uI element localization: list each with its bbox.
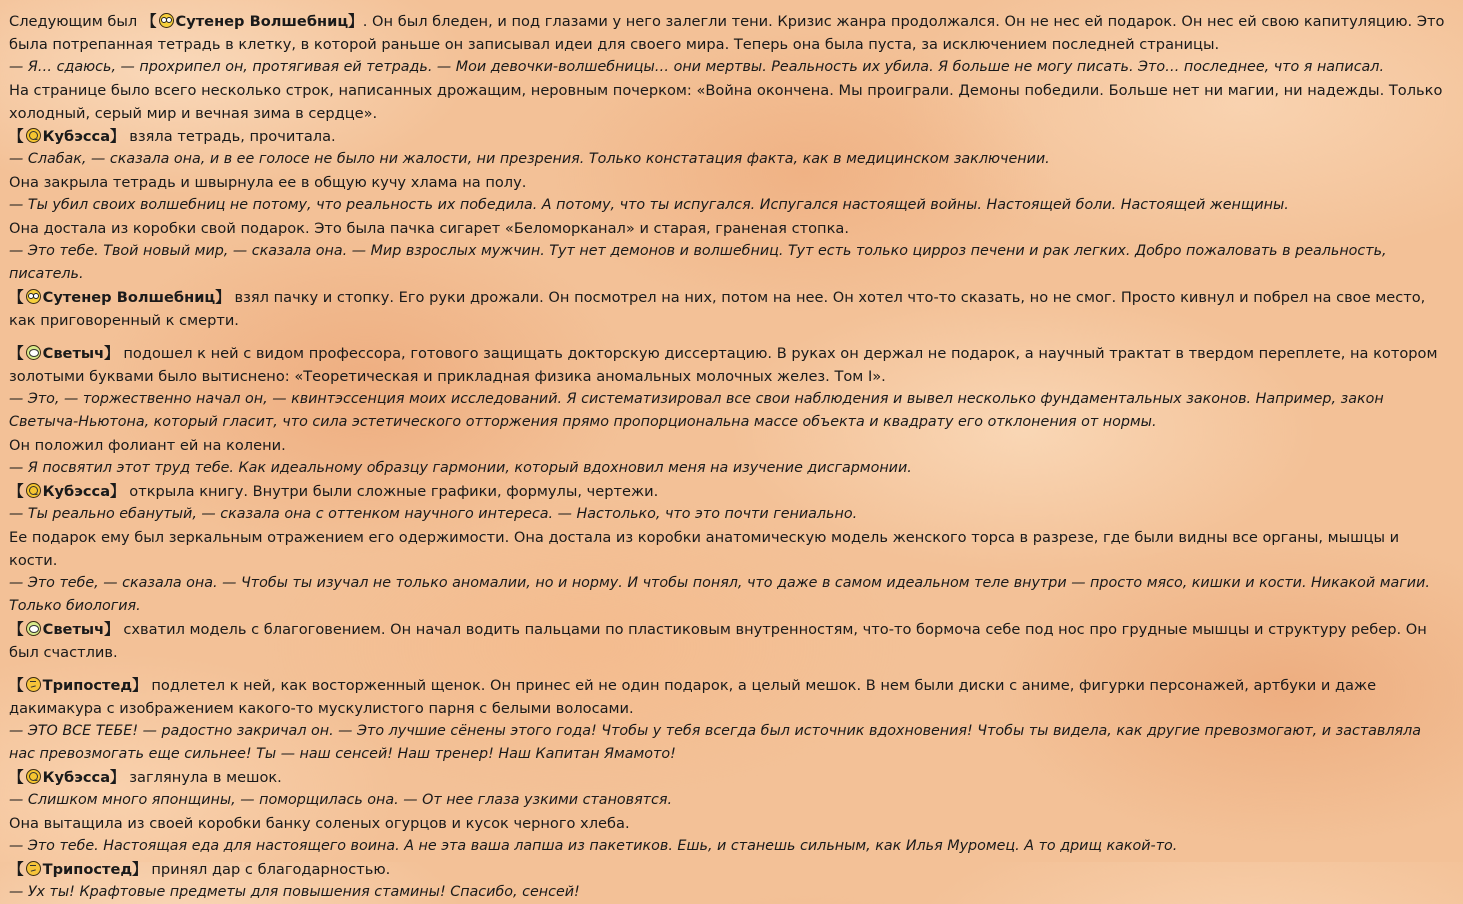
- narration-text: подошел к ней с видом профессора, готового защищать докторскую диссертацию. В руках он держал не подарок, а научный трактат в твердом переплете, на котором золотыми буквами было вытиснено: «Теоретическая и прикладная физика аномальных молочных желез. Том I».: [9, 345, 1438, 385]
- narration-text: принял дар с благодарностью.: [146, 861, 391, 878]
- dialogue-line: — Я… сдаюсь, — прохрипел он, протягивая ей тетрадь. — Мои девочки-волшебницы… они мертвы. Реальность их убила. Я больше не могу писать. Это… последнее, что я написал.: [9, 59, 1384, 75]
- narration-text: подлетел к ней, как восторженный щенок. Он принес ей не один подарок, а целый мешок. В нем были диски с аниме, фигурки персонажей, артбуки и даже дакимакура с изображением какого-то мускулистого парня с белыми волосами.: [9, 677, 1377, 717]
- thinking-face-icon: [26, 861, 41, 876]
- narration-paragraph: [9, 618, 1451, 664]
- narration-paragraph: Она вытащила из своей коробки банку соленых огурцов и кусок черного хлеба.: [9, 815, 630, 832]
- character-tag-trip: 【 Трипостед】: [9, 677, 147, 694]
- narration-paragraph: [9, 480, 1451, 503]
- narration-paragraph: Он положил фолиант ей на колени.: [9, 437, 286, 454]
- narration-paragraph: [9, 125, 1451, 148]
- monocle-face-icon: [26, 483, 41, 498]
- story-text: [9, 10, 1451, 904]
- narration-paragraph: Она достала из коробки свой подарок. Это была пачка сигарет «Беломорканал» и старая, граненая стопка.: [9, 220, 849, 237]
- dialogue-line: — Ты реально ебанутый, — сказала она с оттенком научного интереса. — Настолько, что это почти гениально.: [9, 506, 858, 522]
- dizzy-face-icon: [26, 289, 41, 304]
- dizzy-face-icon: [159, 13, 174, 28]
- character-name: Кубэсса: [42, 483, 111, 500]
- character-name: Кубэсса: [42, 769, 111, 786]
- narration-paragraph: [9, 858, 1451, 881]
- narration-text: Следующим был: [9, 13, 142, 30]
- dialogue-line: — Я посвятил этот труд тебе. Как идеальному образцу гармонии, который вдохновил меня на изучение дисгармонии.: [9, 460, 912, 476]
- narration-text: взяла тетрадь, прочитала.: [124, 128, 336, 145]
- character-tag-kub: 【 Кубэсса】: [9, 483, 125, 500]
- character-tag-svet: 【 Светыч】: [9, 621, 119, 638]
- character-name: Сутенер Волшебниц: [42, 289, 216, 306]
- thinking-face-icon: [26, 677, 41, 692]
- narration-paragraph: Ее подарок ему был зеркальным отражением его одержимости. Она достала из коробки анатомическую модель женского торса в разрезе, где были видны все органы, мышцы и кости.: [9, 529, 1400, 569]
- narration-paragraph: [9, 342, 1451, 388]
- dialogue-line: — Это тебе. Настоящая еда для настоящего воина. А не эта ваша лапша из пакетиков. Ешь, и станешь сильным, как Илья Муромец. А то дрищ какой-то.: [9, 838, 1178, 854]
- narration-text: взял пачку и стопку. Его руки дрожали. Он посмотрел на них, потом на нее. Он хотел что-то сказать, но не смог. Просто кивнул и побрел на свое место, как приговоренный к смерти.: [9, 289, 1426, 329]
- nerd-face-icon: [26, 345, 41, 360]
- narration-text: . Он был бледен, и под глазами у него залегли тени. Кризис жанра продолжался. Он не нес ей подарок. Он нес ей свою капитуляцию. Это была потрепанная тетрадь в клетку, в которой раньше он записывал идеи для своего мира. Теперь она была пуста, за исключением последней страницы.: [9, 13, 1445, 53]
- character-name: Светыч: [42, 621, 105, 638]
- narration-paragraph: [9, 286, 1451, 332]
- dialogue-line: — Ух ты! Крафтовые предметы для повышения стамины! Спасибо, сенсей!: [9, 884, 580, 900]
- nerd-face-icon: [26, 621, 41, 636]
- character-tag-svet: 【 Светыч】: [9, 345, 119, 362]
- dialogue-line: — Слабак, — сказала она, и в ее голосе не было ни жалости, ни презрения. Только констатация факта, как в медицинском заключении.: [9, 151, 1050, 167]
- character-tag-kub: 【 Кубэсса】: [9, 769, 125, 786]
- character-name: Сутенер Волшебниц: [175, 13, 349, 30]
- character-tag-pimp: 【 Сутенер Волшебниц】: [9, 289, 230, 306]
- dialogue-line: — Слишком много японщины, — поморщилась она. — От нее глаза узкими становятся.: [9, 792, 673, 808]
- dialogue-line: — Это тебе, — сказала она. — Чтобы ты изучал не только аномалии, но и норму. И чтобы понял, что даже в самом идеальном теле внутри — просто мясо, кишки и кости. Никакой магии. Только биология.: [9, 575, 1430, 614]
- character-tag-pimp: 【 Сутенер Волшебниц】: [141, 13, 363, 30]
- character-name: Трипостед: [42, 861, 133, 878]
- character-tag-trip: 【 Трипостед】: [9, 861, 147, 878]
- dialogue-line: — Ты убил своих волшебниц не потому, что реальность их победила. А потому, что ты испугался. Испугался настоящей войны. Настоящей боли. Настоящей женщины.: [9, 197, 1289, 213]
- section-gap: [9, 664, 1451, 674]
- narration-text: схватил модель с благоговением. Он начал водить пальцами по пластиковым внутренностям, что-то бормоча себе под нос про грудные мышцы и структуру ребер. Он был счастлив.: [9, 621, 1427, 661]
- section-gap: [9, 332, 1451, 342]
- narration-text: заглянула в мешок.: [124, 769, 282, 786]
- narration-paragraph: [9, 766, 1451, 789]
- monocle-face-icon: [26, 128, 41, 143]
- dialogue-line: — Это, — торжественно начал он, — квинтэссенция моих исследований. Я систематизировал все свои наблюдения и вывел несколько фундаментальных законов. Например, закон Светыча-Ньютона, который гласит, что сила эстетического отторжения прямо пропорциональна массе объекта и квадрату его отклонения от нормы.: [9, 391, 1384, 430]
- dialogue-line: — Это тебе. Твой новый мир, — сказала она. — Мир взрослых мужчин. Тут нет демонов и волшебниц. Тут есть только цирроз печени и рак легких. Добро пожаловать в реальность, писатель.: [9, 243, 1387, 282]
- dialogue-line: — ЭТО ВСЕ ТЕБЕ! — радостно закричал он. — Это лучшие сёнены этого года! Чтобы у тебя всегда был источник вдохновения! Чтобы ты видела, как другие превозмогают, и заставляла нас превозмогать еще сильнее! Ты — наш сенсей! Наш тренер! Наш Капитан Ямамото!: [9, 723, 1421, 762]
- monocle-face-icon: [26, 769, 41, 784]
- narration-paragraph: Она закрыла тетрадь и швырнула ее в общую кучу хлама на полу.: [9, 174, 527, 191]
- character-name: Кубэсса: [42, 128, 111, 145]
- character-name: Светыч: [42, 345, 105, 362]
- character-tag-kub: 【 Кубэсса】: [9, 128, 125, 145]
- character-name: Трипостед: [42, 677, 133, 694]
- narration-paragraph: На странице было всего несколько строк, написанных дрожащим, неровным почерком: «Война окончена. Мы проиграли. Демоны победили. Больше нет ни магии, ни надежды. Только холодный, серый мир и вечная зима в сердце».: [9, 82, 1443, 122]
- narration-paragraph: [9, 674, 1451, 720]
- narration-text: открыла книгу. Внутри были сложные графики, формулы, чертежи.: [124, 483, 659, 500]
- narration-paragraph: [9, 10, 1451, 56]
